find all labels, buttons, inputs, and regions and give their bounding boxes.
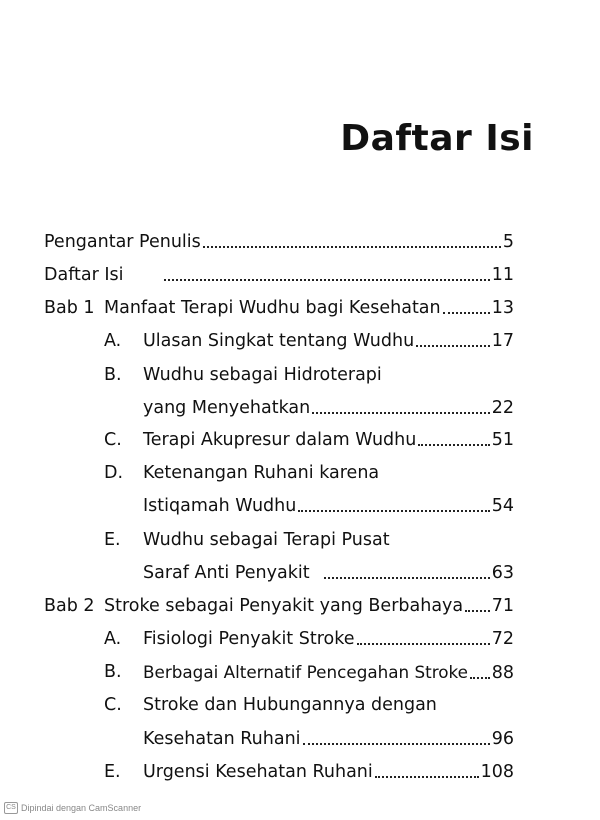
toc-entry-title: Istiqamah Wudhu <box>143 496 297 516</box>
leader-dots <box>375 776 479 778</box>
toc-entry-title: Wudhu sebagai Terapi Pusat <box>143 530 390 550</box>
section-label: E. <box>104 762 121 782</box>
leader-dots <box>298 510 489 512</box>
toc-entry-continuation <box>143 495 514 517</box>
toc-entry-page: 51 <box>491 430 514 450</box>
toc-entry <box>44 264 514 286</box>
leader-dots <box>312 412 489 414</box>
leader-dots <box>418 444 489 446</box>
leader-dots <box>203 246 501 248</box>
toc-entry-page: 11 <box>491 265 514 285</box>
toc-entry-page: 96 <box>491 729 514 749</box>
toc-entry <box>143 330 514 352</box>
toc-entry-page: 22 <box>491 398 514 418</box>
toc-entry-continuation <box>143 728 514 750</box>
toc-entry-page: 5 <box>502 232 514 252</box>
leader-dots <box>465 610 490 612</box>
camscanner-icon: CS <box>4 802 18 814</box>
chapter-label: Bab 2 <box>44 596 95 616</box>
scanner-watermark <box>4 802 141 814</box>
toc-entry-title: Ketenangan Ruhani karena <box>143 463 380 483</box>
toc-entry-page: 108 <box>480 762 514 782</box>
toc-entry <box>143 364 514 386</box>
leader-dots <box>443 312 490 314</box>
leader-dots <box>357 643 490 645</box>
leader-dots <box>416 345 490 347</box>
chapter-label: Bab 1 <box>44 298 95 318</box>
toc-entry <box>44 231 514 253</box>
toc-entry-title: Berbagai Alternatif Pencegahan Stroke <box>143 662 468 682</box>
leader-dots <box>303 743 490 745</box>
toc-entry-page: 72 <box>491 629 514 649</box>
leader-dots <box>324 577 490 579</box>
toc-entry-title: Kesehatan Ruhani <box>143 729 301 749</box>
section-label: C. <box>104 695 122 715</box>
leader-dots <box>470 677 490 679</box>
toc-entry-title: Ulasan Singkat tentang Wudhu <box>143 331 415 351</box>
toc-entry <box>143 761 514 783</box>
toc-entry-title: Wudhu sebagai Hidroterapi <box>143 365 382 385</box>
toc-entry-title: Urgensi Kesehatan Ruhani <box>143 762 373 782</box>
toc-entry <box>143 429 514 451</box>
toc-entry-page: 88 <box>491 663 514 683</box>
toc-entry-title: Manfaat Terapi Wudhu bagi Kesehatan <box>104 298 441 318</box>
toc-entry-page: 17 <box>491 331 514 351</box>
toc-entry-title: Stroke dan Hubungannya dengan <box>143 695 437 715</box>
section-label: B. <box>104 662 122 682</box>
toc-entry-page: 63 <box>491 563 514 583</box>
toc-entry-title: Daftar Isi <box>44 265 124 285</box>
toc-entry-title: Stroke sebagai Penyakit yang Berbahaya <box>104 596 464 616</box>
section-label: E. <box>104 530 121 550</box>
toc-entry-page: 13 <box>491 298 514 318</box>
toc-entry-continuation <box>143 562 514 584</box>
toc-entry-page: 71 <box>491 596 514 616</box>
section-label: A. <box>104 331 122 351</box>
section-label: D. <box>104 463 124 483</box>
toc-entry <box>143 529 514 551</box>
page-title: Daftar Isi <box>340 118 534 159</box>
toc-entry-continuation <box>143 397 514 419</box>
toc-entry-title: Terapi Akupresur dalam Wudhu <box>143 430 417 450</box>
watermark-text: Dipindai dengan CamScanner <box>21 803 142 813</box>
toc-entry <box>143 661 514 684</box>
toc-entry <box>104 595 514 617</box>
toc-entry-title: Fisiologi Penyakit Stroke <box>143 629 355 649</box>
leader-dots <box>164 279 490 281</box>
toc-entry <box>143 628 514 650</box>
toc-entry <box>143 462 514 484</box>
toc-entry-page: 54 <box>491 496 514 516</box>
section-label: A. <box>104 629 122 649</box>
section-label: B. <box>104 365 122 385</box>
toc-entry <box>143 694 514 716</box>
toc-entry <box>104 297 514 319</box>
toc-entry-title: yang Menyehatkan <box>143 398 311 418</box>
section-label: C. <box>104 430 122 450</box>
toc-entry-title: Pengantar Penulis <box>44 232 201 252</box>
toc-entry-title: Saraf Anti Penyakit <box>143 563 310 583</box>
